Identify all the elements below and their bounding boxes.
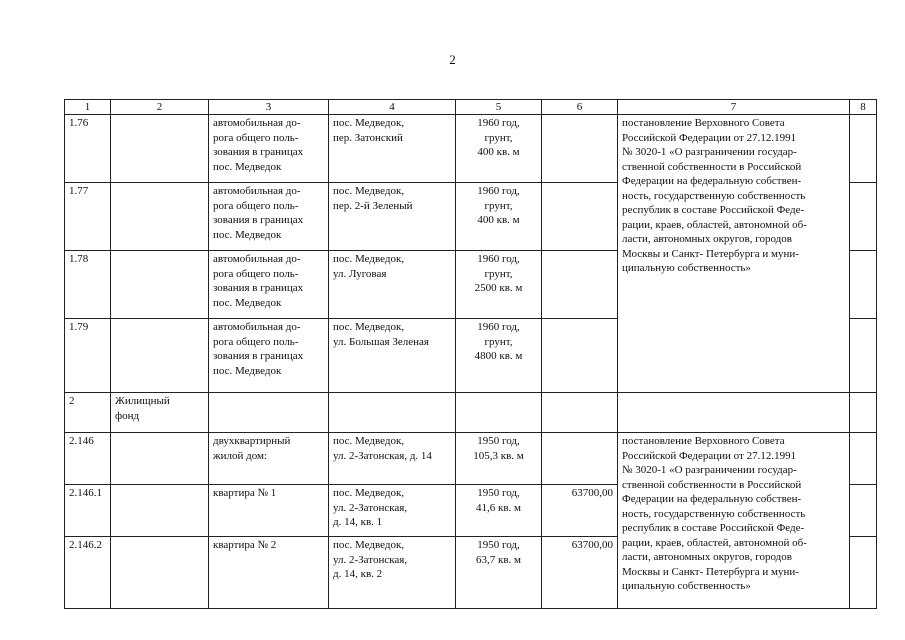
table-row [65,115,877,183]
column-header: 4 [329,100,456,115]
section-name-cell [111,183,209,251]
notes-cell [850,433,877,485]
property-register-table [64,99,877,609]
notes-cell [850,537,877,609]
object-name-cell [209,393,329,433]
row-number-cell: 2 [65,393,111,433]
notes-cell [850,251,877,319]
notes-cell [850,115,877,183]
address-cell: пос. Медведок, пер. 2-й Зеленый [329,183,456,251]
characteristics-cell: 1960 год, грунт, 2500 кв. м [456,251,542,319]
row-number-cell: 1.79 [65,319,111,393]
characteristics-cell [456,393,542,433]
cost-cell: 63700,00 [542,537,618,609]
row-number-cell: 2.146 [65,433,111,485]
address-cell: пос. Медведок, пер. Затонский [329,115,456,183]
column-header: 3 [209,100,329,115]
characteristics-cell: 1950 год, 41,6 кв. м [456,485,542,537]
cost-cell: 63700,00 [542,485,618,537]
row-number-cell: 1.76 [65,115,111,183]
column-header: 1 [65,100,111,115]
column-header: 6 [542,100,618,115]
object-name-cell: квартира № 1 [209,485,329,537]
section-name-cell [111,115,209,183]
column-header: 5 [456,100,542,115]
characteristics-cell: 1960 год, грунт, 4800 кв. м [456,319,542,393]
section-name-cell: Жилищный фонд [111,393,209,433]
notes-cell [850,393,877,433]
object-name-cell: автомобильная до- рога общего поль- зования в границах пос. Медведок [209,319,329,393]
section-name-cell [111,319,209,393]
table-row [65,393,877,433]
cost-cell [542,393,618,433]
address-cell: пос. Медведок, ул. Большая Зеленая [329,319,456,393]
cost-cell [542,183,618,251]
column-header: 7 [618,100,850,115]
object-name-cell: квартира № 2 [209,537,329,609]
column-header: 8 [850,100,877,115]
characteristics-cell: 1950 год, 63,7 кв. м [456,537,542,609]
header-row [65,100,877,115]
characteristics-cell: 1950 год, 105,3 кв. м [456,433,542,485]
section-name-cell [111,485,209,537]
cost-cell [542,251,618,319]
address-cell: пос. Медведок, ул. 2-Затонская, д. 14, кв. 2 [329,537,456,609]
cost-cell [542,115,618,183]
notes-cell [850,319,877,393]
row-number-cell: 1.78 [65,251,111,319]
legal-basis-cell [618,393,850,433]
address-cell: пос. Медведок, ул. Луговая [329,251,456,319]
row-number-cell: 1.77 [65,183,111,251]
cost-cell [542,433,618,485]
section-name-cell [111,251,209,319]
legal-basis-cell: постановление Верховного Совета Российской Федерации от 27.12.1991 № 3020-1 «О разграничении государ- ственной собственности в Российской Федерации на федеральную собствен- ность, государственную собственность республик в составе Российской Феде- рации, краев, областей, автономной об- ласти, автономных округов, городов Москвы и Санкт- Петербурга и муни- ципальную собственность» [618,115,850,393]
object-name-cell: двухквартирный жилой дом: [209,433,329,485]
notes-cell [850,183,877,251]
page-number: 2 [449,52,456,67]
address-cell: пос. Медведок, ул. 2-Затонская, д. 14 [329,433,456,485]
row-number-cell: 2.146.2 [65,537,111,609]
characteristics-cell: 1960 год, грунт, 400 кв. м [456,183,542,251]
object-name-cell: автомобильная до- рога общего поль- зования в границах пос. Медведок [209,251,329,319]
cost-cell [542,319,618,393]
section-name-cell [111,433,209,485]
column-header: 2 [111,100,209,115]
address-cell: пос. Медведок, ул. 2-Затонская, д. 14, кв. 1 [329,485,456,537]
characteristics-cell: 1960 год, грунт, 400 кв. м [456,115,542,183]
object-name-cell: автомобильная до- рога общего поль- зования в границах пос. Медведок [209,115,329,183]
row-number-cell: 2.146.1 [65,485,111,537]
table-row [65,433,877,485]
legal-basis-cell: постановление Верховного Совета Российской Федерации от 27.12.1991 № 3020-1 «О разграничении государ- ственной собственности в Российской Федерации на федеральную собствен- ность, государственную собственность республик в составе Российской Феде- рации, краев, областей, автономной об- ласти, автономных округов, городов Москвы и Санкт- Петербурга и муни- ципальную собственность» [618,433,850,609]
address-cell [329,393,456,433]
object-name-cell: автомобильная до- рога общего поль- зования в границах пос. Медведок [209,183,329,251]
section-name-cell [111,537,209,609]
notes-cell [850,485,877,537]
